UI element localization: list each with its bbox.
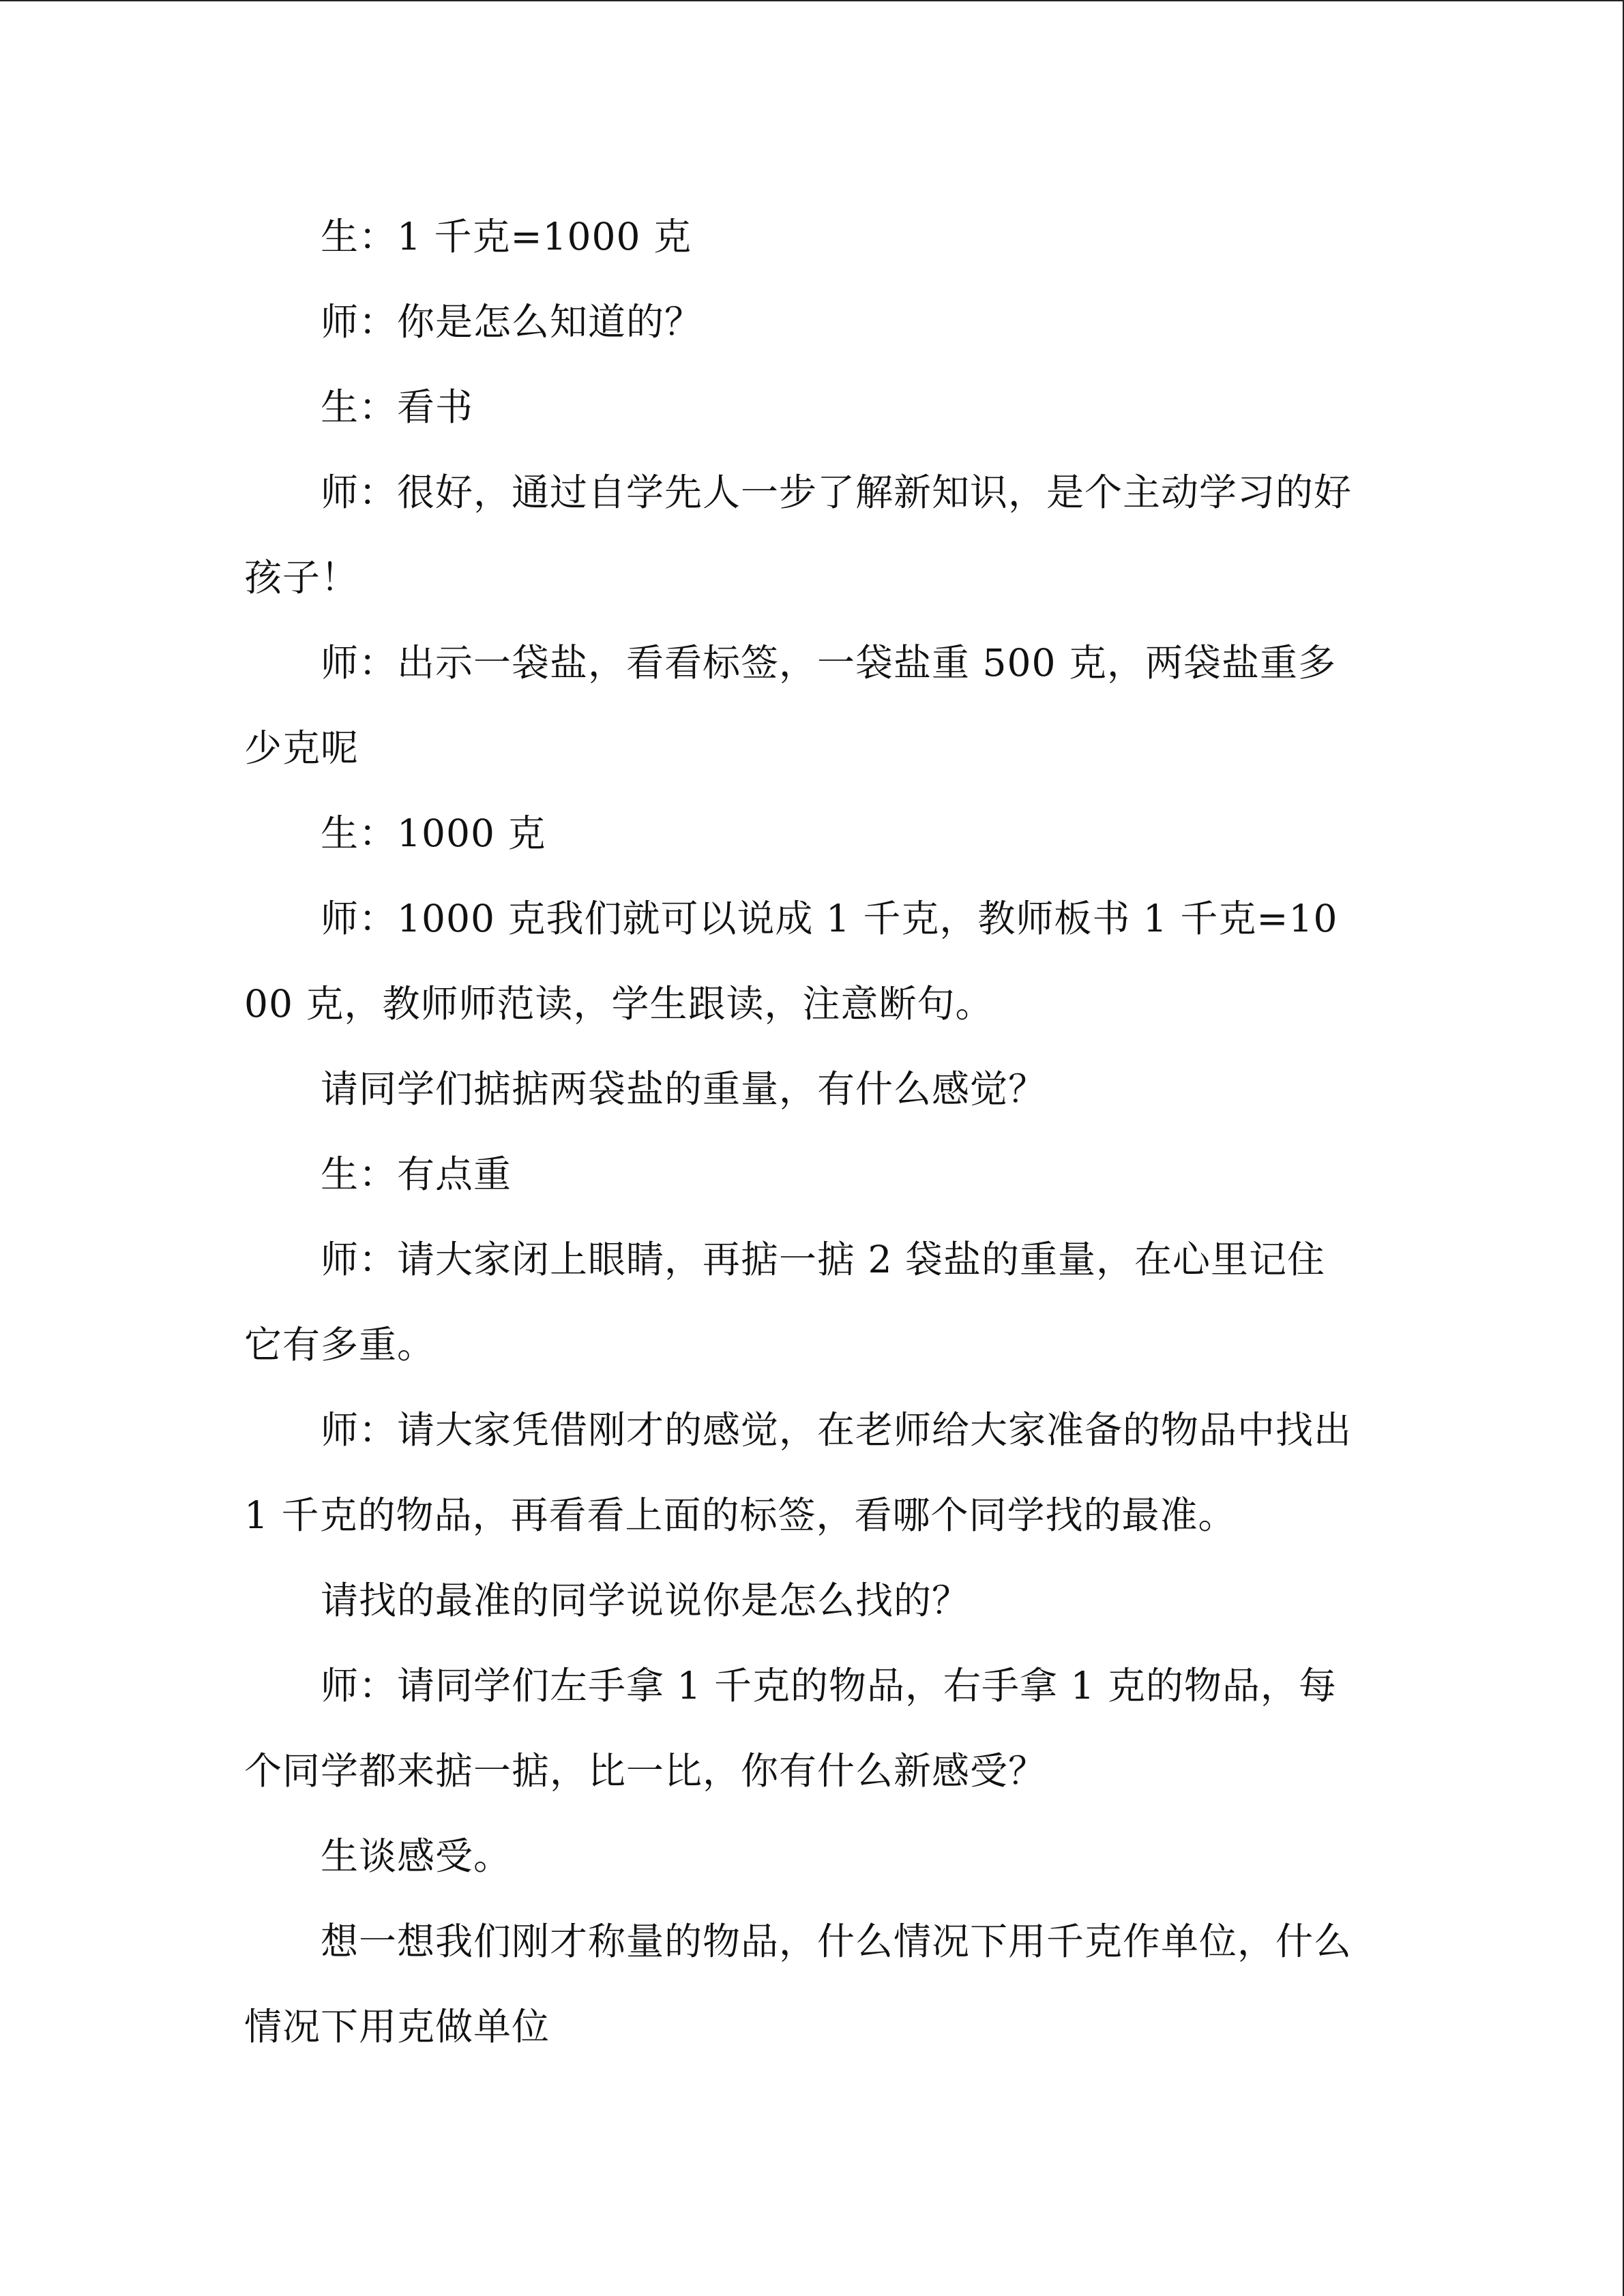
paragraph-8: 请同学们掂掂两袋盐的重量，有什么感觉？: [321, 1067, 1047, 1111]
paragraph-12: 请找的最准的同学说说你是怎么找的？: [321, 1579, 971, 1622]
paragraph-10: 师：请大家闭上眼睛，再掂一掂 2 袋盐的重量，在心里记住它有多重。: [244, 1238, 1325, 1367]
paragraph-11: 师：请大家凭借刚才的感觉，在老师给大家准备的物品中找出 1 千克的物品，再看看上面的标签，看哪个同学找的最准。: [244, 1408, 1353, 1537]
paragraph-5: 师：出示一袋盐，看看标签，一袋盐重 500 克，两袋盐重多少克呢: [244, 641, 1336, 770]
paragraph-9: 生：有点重: [321, 1152, 512, 1196]
paragraph-1: 生：1 千克=1000 克: [321, 215, 692, 258]
paragraph-2: 师：你是怎么知道的？: [321, 300, 703, 344]
paragraph-3: 生：看书: [321, 385, 474, 429]
paragraph-4: 师：很好，通过自学先人一步了解新知识，是个主动学习的好孩子！: [244, 471, 1353, 599]
paragraph-6: 生：1000 克: [321, 811, 546, 855]
paragraph-14: 生谈感受。: [321, 1834, 512, 1878]
paragraph-15: 想一想我们刚才称量的物品，什么情况下用千克作单位，什么情况下用克做单位: [244, 1920, 1353, 2048]
paragraph-7: 师：1000 克我们就可以说成 1 千克，教师板书 1 千克=1000 克，教师师范读，学生跟读，注意断句。: [244, 897, 1338, 1026]
document-body: [244, 194, 1356, 2070]
paragraph-13: 师：请同学们左手拿 1 千克的物品，右手拿 1 克的物品，每个同学都来掂一掂，比一比，你有什么新感受？: [244, 1664, 1337, 1793]
